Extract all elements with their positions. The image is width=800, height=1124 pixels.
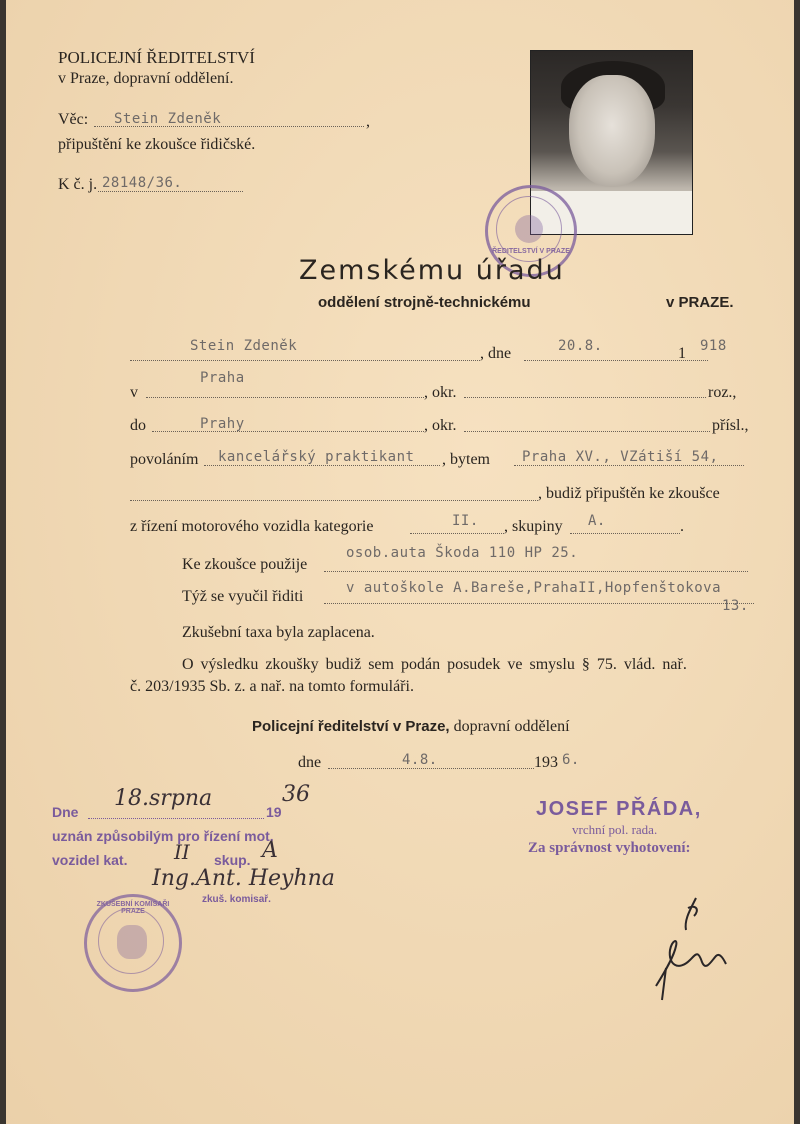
result-line-2: č. 203/1935 Sb. z. a nař. na tomto formuláři.: [130, 678, 414, 695]
roz-label: roz.,: [708, 384, 737, 401]
approval-category: II: [174, 840, 190, 864]
approval-year-prefix: 19: [266, 804, 282, 820]
domicile-dotline: [152, 431, 424, 432]
school-label: Týž se vyučil řiditi: [182, 588, 304, 605]
subject-comma: ,: [366, 113, 370, 130]
do-label: do: [130, 417, 146, 434]
official-title: vrchní pol. rada.: [572, 822, 658, 837]
subject-line: připuštění ke zkoušce řidičské.: [58, 136, 256, 153]
issuer-dept: dopravní oddělení: [449, 718, 570, 735]
birthplace-dotline: [146, 397, 424, 398]
name-dotline: [130, 360, 480, 361]
document-sheet: [6, 0, 794, 1124]
approval-date: 18.srpna: [114, 786, 213, 811]
school-value: v autoškole A.Bareše,PrahaII,Hopfenštokova: [346, 580, 722, 596]
examiner-signature: Ing.Ant. Heyhna: [152, 866, 335, 891]
birth-day: 20.8.: [558, 338, 603, 354]
okr2-dotline: [464, 431, 710, 432]
admitted-text: , budiž připuštěn ke zkoušce: [538, 485, 720, 502]
birthplace: Praha: [200, 370, 245, 386]
occupation-label: povoláním: [130, 451, 199, 468]
dne-label: , dne: [480, 345, 512, 362]
occupation-dotline: [204, 465, 440, 466]
occupation: kancelářský praktikant: [218, 449, 415, 465]
category-text: z řízení motorového vozidla kategorie: [130, 518, 374, 535]
category-value: II.: [452, 513, 479, 529]
group-label: , skupiny: [504, 518, 563, 535]
issue-date-label: dne: [298, 754, 322, 771]
issue-date-dotline: [328, 768, 534, 769]
blank-dotline: [130, 500, 538, 501]
examiner-role: zkuš. komisař.: [202, 894, 271, 905]
accuracy-note: Za správnost vyhotovení:: [528, 840, 691, 856]
reference-label: K č. j.: [58, 176, 98, 193]
approval-line-3a: vozidel kat.: [52, 852, 128, 868]
group-value: A.: [588, 513, 606, 529]
police-seal-text: ŘEDITELSTVÍ V PRAZE: [492, 248, 570, 255]
reference-number: 28148/36.: [102, 175, 183, 191]
commission-seal: [84, 894, 182, 992]
okr-label: , okr.: [424, 384, 457, 401]
issue-year: 6.: [562, 752, 580, 768]
approval-year: 36: [282, 782, 310, 807]
photo-face: [569, 75, 655, 187]
recipient-title: Zemskému úřadu: [299, 255, 565, 286]
category-period: .: [680, 518, 684, 535]
result-line-1: O výsledku zkoušky budiž sem podán posudek ve smyslu § 75. vlád. nař.: [182, 656, 687, 673]
okr2-label: , okr.: [424, 417, 457, 434]
issue-year-prefix: 193: [534, 754, 558, 771]
commission-seal-text: ZKUŠEBNÍ KOMISAŘI PRAZE: [96, 901, 170, 915]
issuer-line: [252, 718, 570, 736]
domicile: Prahy: [200, 416, 245, 432]
approval-group: A: [262, 838, 278, 863]
recipient-department: oddělení strojně-technickému: [318, 294, 531, 311]
okr-dotline: [464, 397, 706, 398]
birth-century: 1: [678, 345, 686, 362]
approval-line-3b: skup.: [214, 852, 251, 868]
approval-line-2: uznán způsobilým pro řízení mot.: [52, 828, 274, 844]
issue-date: 4.8.: [402, 752, 438, 768]
issuer-office: Policejní ředitelství v Praze,: [252, 718, 450, 735]
birth-year: 918: [700, 338, 727, 354]
applicant-name: Stein Zdeněk: [190, 338, 298, 354]
address-dotline: [514, 465, 744, 466]
subject-name: Stein Zdeněk: [114, 111, 222, 127]
school-number: 13.: [722, 598, 749, 614]
group-dotline: [570, 533, 680, 534]
vehicle-dotline: [324, 571, 748, 572]
bytem-label: , bytem: [442, 451, 490, 468]
official-name: JOSEF PŘÁDA,: [536, 798, 702, 820]
office-name: POLICEJNÍ ŘEDITELSTVÍ: [58, 48, 255, 67]
approval-date-dotline: [88, 818, 264, 819]
category-dotline: [410, 533, 504, 534]
fee-paid: Zkušební taxa byla zaplacena.: [182, 624, 375, 641]
approval-dne-label: Dne: [52, 804, 79, 820]
vehicle-label: Ke zkoušce použije: [182, 556, 308, 573]
vehicle-value: osob.auta Škoda 110 HP 25.: [346, 545, 579, 561]
school-dotline: [324, 603, 754, 604]
subject-label: Věc:: [58, 111, 89, 128]
office-dept: v Praze, dopravní oddělení.: [58, 70, 234, 87]
address: Praha XV., VZátiší 54,: [522, 449, 719, 465]
recipient-city: v PRAZE.: [666, 294, 734, 311]
prisl-label: přísl.,: [712, 417, 749, 434]
v-label: v: [130, 384, 138, 401]
official-signature: [626, 890, 746, 1010]
reference-dotline: [98, 191, 243, 192]
